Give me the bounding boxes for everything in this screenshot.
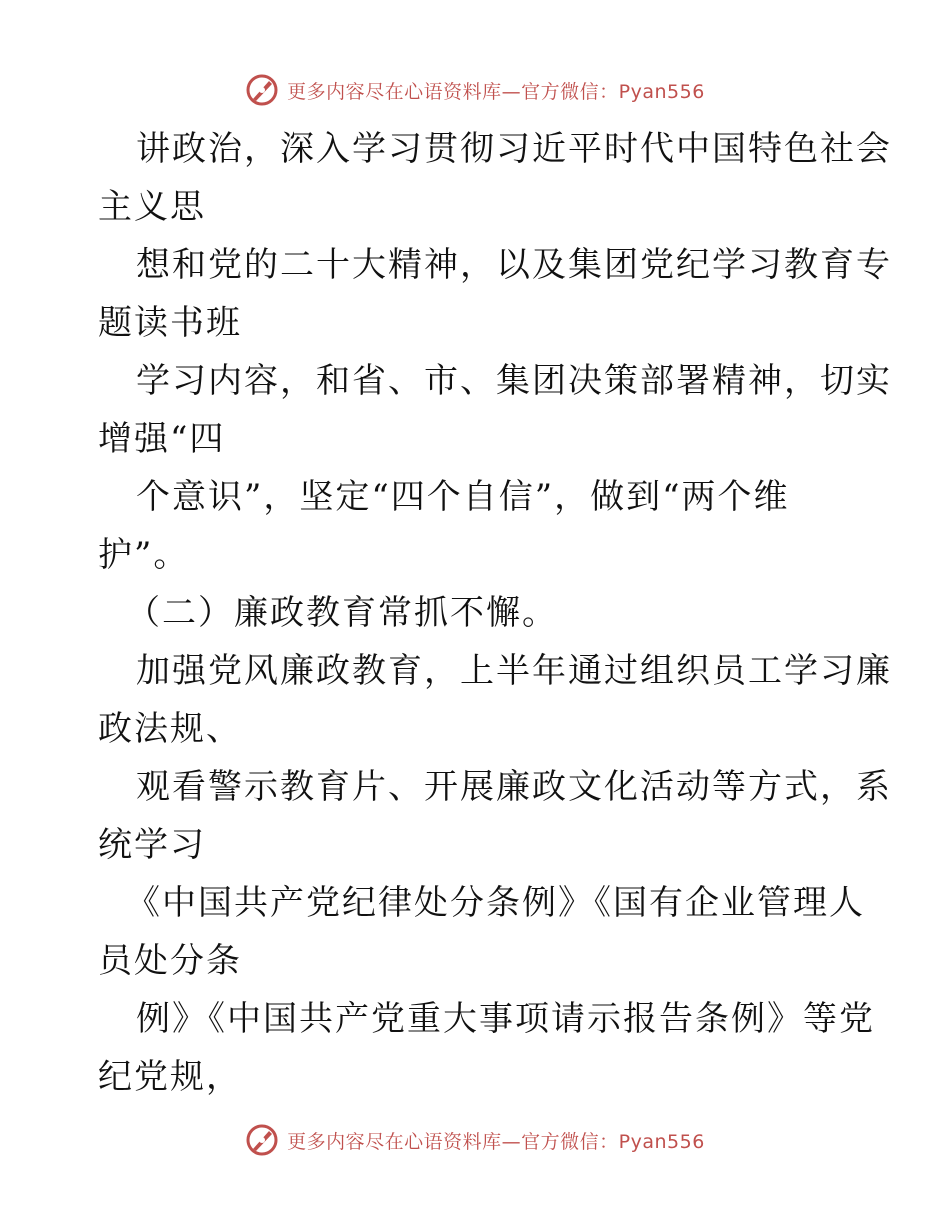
header-watermark: [0, 70, 950, 110]
text-line: 讲政治，深入学习贯彻习近平时代中国特色社会: [136, 129, 892, 169]
text-line: 观看警示教育片、开展廉政文化活动等方式，系: [136, 767, 892, 807]
text-line: 统学习: [98, 825, 206, 865]
footer-watermark: [0, 1120, 950, 1160]
document-body: [98, 120, 892, 1106]
text-line: 例》《中国共产党重大事项请示报告条例》等党: [136, 999, 875, 1039]
text-line: 护”。: [98, 535, 190, 575]
text-line: 个意识”，坚定“四个自信”，做到“两个维: [136, 477, 790, 517]
text-line: 加强党风廉政教育，上半年通过组织员工学习廉: [136, 651, 892, 691]
text-line: 主义思: [98, 187, 206, 227]
text-line: 员处分条: [98, 941, 242, 981]
text-line: 题读书班: [98, 303, 242, 343]
text-line: 纪党规，: [98, 1057, 242, 1097]
section-heading: （二）廉政教育常抓不懈。: [126, 593, 558, 633]
footer-watermark-text: 更多内容尽在心语资料库—官方微信：Pyan556: [287, 1130, 705, 1153]
text-line: 学习内容，和省、市、集团决策部署精神，切实: [136, 361, 892, 401]
quill-pen-logo-icon: [245, 1123, 279, 1157]
text-line: 想和党的二十大精神，以及集团党纪学习教育专: [136, 245, 892, 285]
text-line: 政法规、: [98, 709, 242, 749]
quill-pen-logo-icon: [245, 73, 279, 107]
header-watermark-text: 更多内容尽在心语资料库—官方微信：Pyan556: [287, 80, 705, 103]
text-line: 《中国共产党纪律处分条例》《国有企业管理人: [126, 883, 865, 923]
text-line: 增强“四: [98, 419, 226, 459]
